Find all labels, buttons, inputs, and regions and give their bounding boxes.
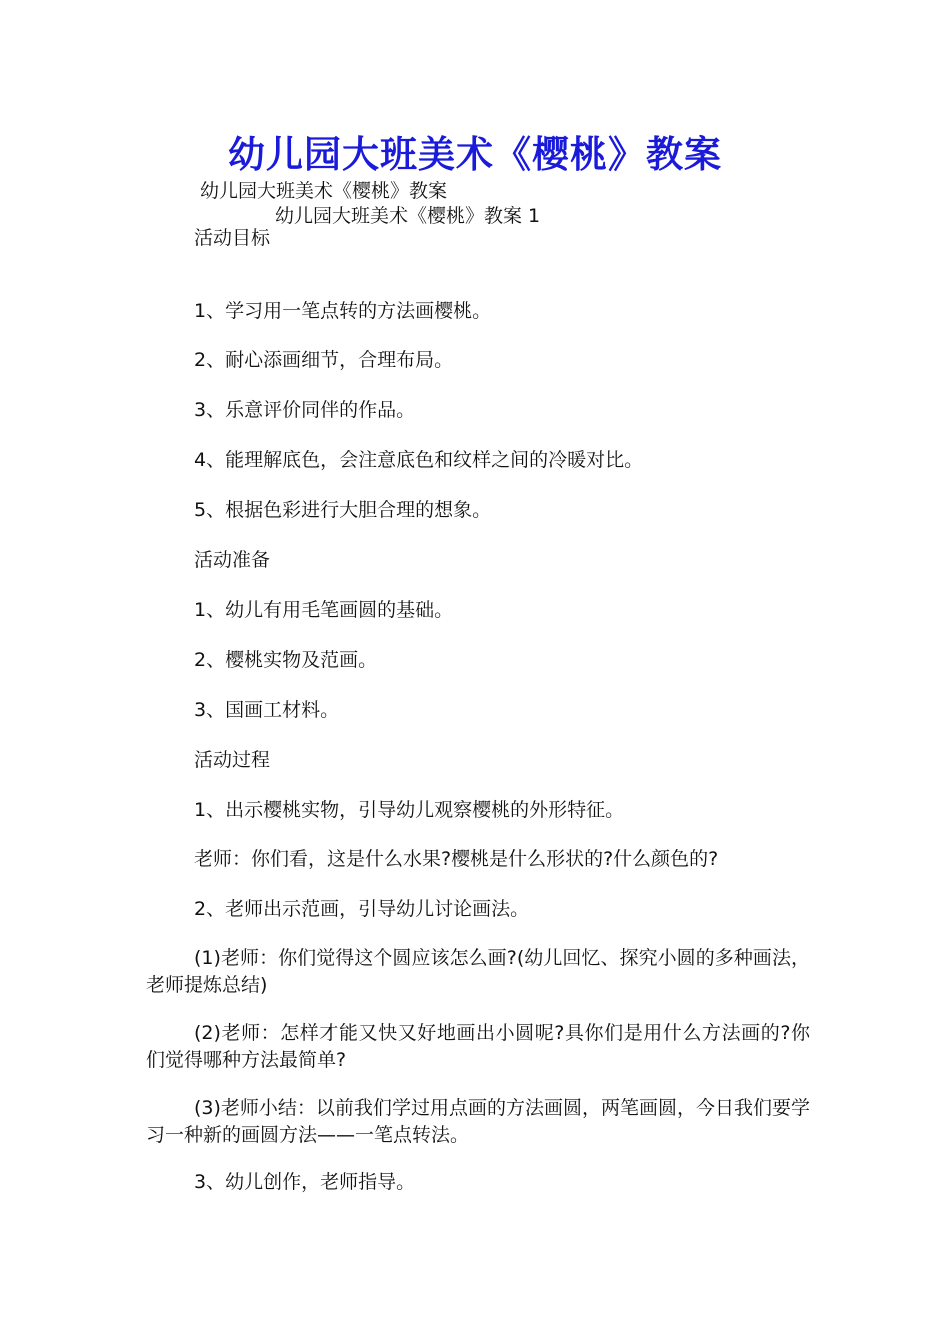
paragraph: 3、乐意评价同伴的作品。: [194, 399, 416, 421]
paragraph: 4、能理解底色，会注意底色和纹样之间的冷暖对比。: [194, 449, 644, 471]
paragraph: (3)老师小结：以前我们学过用点画的方法画圆，两笔画圆，今日我们要学习一种新的画圆方法——一笔点转法。: [146, 1097, 810, 1146]
section-title: 幼儿园大班美术《樱桃》教案 1: [275, 205, 541, 227]
paragraph: 2、樱桃实物及范画。: [194, 649, 378, 671]
paragraph: 5、根据色彩进行大胆合理的想象。: [194, 499, 492, 521]
paragraph: 3、国画工材料。: [194, 699, 340, 721]
paragraph: (2)老师：怎样才能又快又好地画出小圆呢?具你们是用什么方法画的?你们觉得哪种方法最简单?: [146, 1022, 810, 1071]
paragraph: 1、出示樱桃实物，引导幼儿观察樱桃的外形特征。: [194, 799, 625, 821]
paragraph-activity-prep-heading: 活动准备: [194, 549, 271, 571]
paragraph: 老师：你们看，这是什么水果?樱桃是什么形状的?什么颜色的?: [194, 848, 719, 870]
document-subtitle: 幼儿园大班美术《樱桃》教案: [200, 180, 448, 202]
paragraph: 2、老师出示范画，引导幼儿讨论画法。: [194, 898, 530, 920]
paragraph-activity-goals-heading: 活动目标: [194, 227, 271, 249]
document-title: 幼儿园大班美术《樱桃》教案: [228, 133, 722, 176]
paragraph: 1、学习用一笔点转的方法画樱桃。: [194, 300, 492, 322]
paragraph: 2、耐心添画细节，合理布局。: [194, 349, 454, 371]
paragraph: (1)老师：你们觉得这个圆应该怎么画?(幼儿回忆、探究小圆的多种画法，老师提炼总结): [146, 947, 810, 996]
paragraph-activity-process-heading: 活动过程: [194, 749, 271, 771]
paragraph: 3、幼儿创作，老师指导。: [194, 1171, 416, 1193]
paragraph: 1、幼儿有用毛笔画圆的基础。: [194, 599, 454, 621]
